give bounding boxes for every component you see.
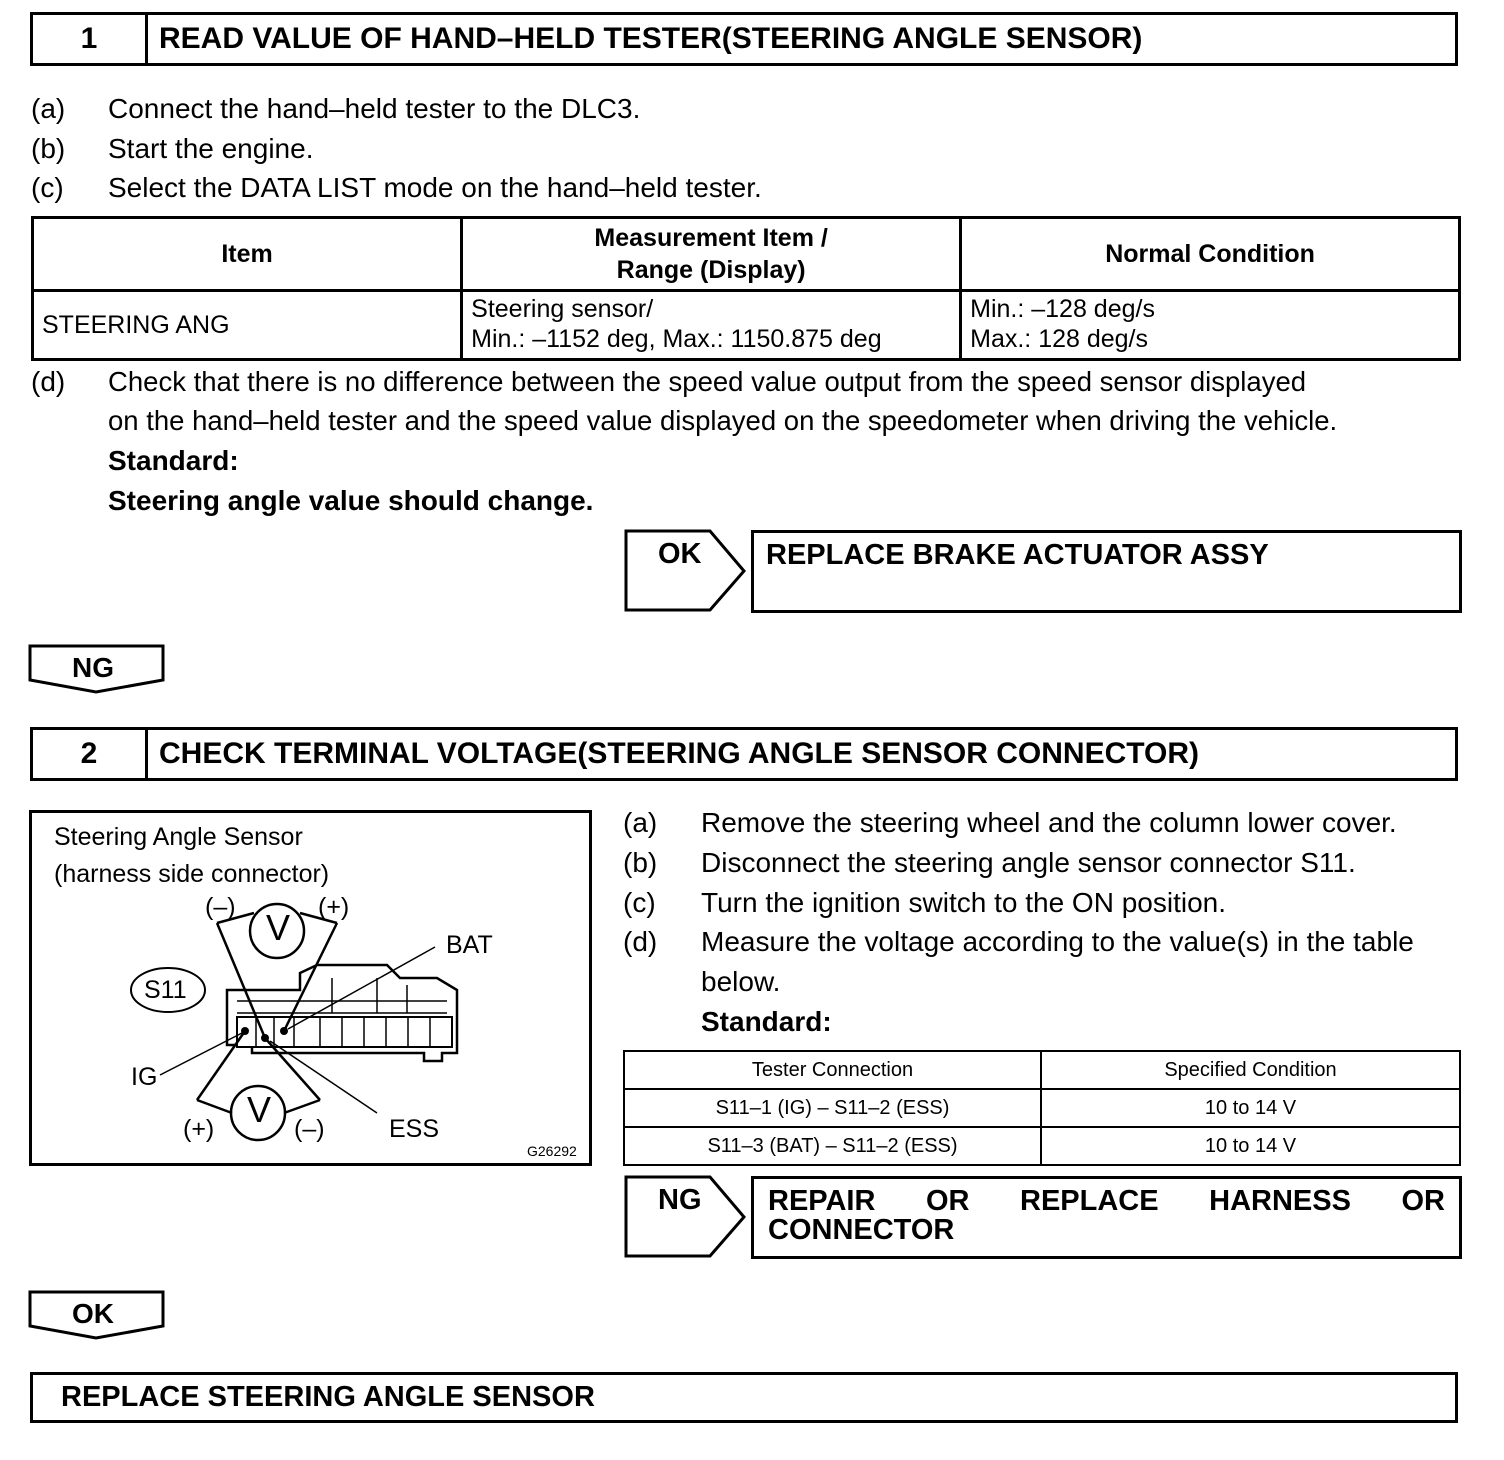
ok-label: OK bbox=[658, 538, 702, 570]
table-cell-item: STEERING ANG bbox=[33, 291, 462, 360]
table-header-item: Item bbox=[33, 218, 462, 291]
step-1-header bbox=[30, 12, 1458, 66]
table-cell-condition: 10 to 14 V bbox=[1041, 1127, 1460, 1165]
ng-result-box bbox=[751, 1176, 1462, 1259]
step-number: 2 bbox=[33, 730, 148, 778]
result-word: REPLACE bbox=[1020, 1185, 1159, 1217]
instruction-text: Remove the steering wheel and the column lower cover. bbox=[701, 807, 1397, 838]
instruction-label: (b) bbox=[31, 133, 66, 164]
bottom-minus-label: (–) bbox=[294, 1115, 325, 1143]
wiring-drawing bbox=[32, 813, 589, 1163]
table-cell-connection: S11–3 (BAT) – S11–2 (ESS) bbox=[624, 1127, 1041, 1165]
connector-id: S11 bbox=[144, 976, 187, 1004]
table-row bbox=[624, 1127, 1460, 1165]
result-word: OR bbox=[925, 1185, 970, 1217]
ng-label: NG bbox=[658, 1184, 702, 1216]
instruction-label: (d) bbox=[31, 366, 66, 397]
instruction-label: (d) bbox=[623, 926, 658, 957]
top-minus-label: (–) bbox=[205, 893, 236, 921]
instruction-text-cont: below. bbox=[701, 966, 781, 997]
instruction-text: Disconnect the steering angle sensor connector S11. bbox=[701, 847, 1356, 878]
instruction-text: Connect the hand–held tester to the DLC3. bbox=[108, 93, 641, 124]
ng-label: NG bbox=[72, 652, 114, 683]
ig-label: IG bbox=[131, 1063, 158, 1091]
top-plus-label: (+) bbox=[318, 893, 350, 921]
result-word: REPAIR bbox=[768, 1185, 876, 1217]
header-line: Range (Display) bbox=[616, 256, 806, 284]
instruction-text: Measure the voltage according to the value(s) in the table bbox=[701, 926, 1414, 957]
table-header-measurement bbox=[462, 218, 961, 291]
result-word: OR bbox=[1401, 1185, 1445, 1217]
instruction-label: (a) bbox=[31, 93, 66, 124]
table-cell-range bbox=[462, 291, 961, 360]
header-line: Measurement Item / bbox=[594, 224, 828, 252]
diagram-title-2: (harness side connector) bbox=[54, 860, 330, 888]
standard-value: Steering angle value should change. bbox=[108, 485, 594, 516]
step-title: READ VALUE OF HAND–HELD TESTER(STEERING ANGLE SENSOR) bbox=[159, 22, 1143, 55]
cell-line: Max.: 128 deg/s bbox=[970, 325, 1149, 353]
final-action-text: REPLACE STEERING ANGLE SENSOR bbox=[61, 1381, 595, 1413]
bottom-plus-label: (+) bbox=[183, 1115, 215, 1143]
bat-label: BAT bbox=[446, 931, 493, 959]
connector-diagram bbox=[29, 810, 592, 1166]
check-line-2: on the hand–held tester and the speed value displayed on the speedometer when driving the vehicle. bbox=[108, 405, 1338, 436]
table-cell-condition: 10 to 14 V bbox=[1041, 1089, 1460, 1127]
table-cell-connection: S11–1 (IG) – S11–2 (ESS) bbox=[624, 1089, 1041, 1127]
table-header-connection: Tester Connection bbox=[624, 1051, 1041, 1089]
result-word: HARNESS bbox=[1209, 1185, 1351, 1217]
figure-code: G26292 bbox=[527, 1143, 577, 1159]
instruction-label: (b) bbox=[623, 847, 658, 878]
table-cell-condition bbox=[961, 291, 1460, 360]
ok-label: OK bbox=[72, 1298, 114, 1329]
step-2-header bbox=[30, 727, 1458, 781]
instruction-label: (c) bbox=[31, 172, 64, 203]
cell-line: Steering sensor/ bbox=[471, 295, 654, 323]
final-action-box bbox=[30, 1372, 1458, 1423]
table-header-condition: Specified Condition bbox=[1041, 1051, 1460, 1089]
voltmeter-top-symbol: V bbox=[266, 907, 291, 948]
data-list-table bbox=[31, 216, 1461, 361]
step-title: CHECK TERMINAL VOLTAGE(STEERING ANGLE SENSOR CONNECTOR) bbox=[159, 737, 1200, 770]
instruction-label: (c) bbox=[623, 887, 656, 918]
table-row bbox=[624, 1089, 1460, 1127]
diagram-title-1: Steering Angle Sensor bbox=[54, 823, 303, 851]
instruction-label: (a) bbox=[623, 807, 658, 838]
instruction-text: Turn the ignition switch to the ON position. bbox=[701, 887, 1226, 918]
instruction-text: Start the engine. bbox=[108, 133, 314, 164]
step-number: 1 bbox=[33, 15, 148, 63]
cell-line: Min.: –1152 deg, Max.: 1150.875 deg bbox=[471, 325, 882, 353]
ng-result-line-2: CONNECTOR bbox=[768, 1214, 955, 1246]
instruction-text: Select the DATA LIST mode on the hand–held tester. bbox=[108, 172, 762, 203]
standard-label: Standard: bbox=[108, 445, 239, 476]
check-line-1: Check that there is no difference between the speed value output from the speed sensor displayed bbox=[108, 366, 1307, 397]
voltage-spec-table bbox=[623, 1050, 1461, 1166]
ok-result-box: REPLACE BRAKE ACTUATOR ASSY bbox=[751, 530, 1462, 613]
cell-line: Min.: –128 deg/s bbox=[970, 295, 1155, 323]
voltmeter-bottom-symbol: V bbox=[247, 1089, 272, 1130]
table-row bbox=[33, 291, 1460, 360]
table-header-condition: Normal Condition bbox=[961, 218, 1460, 291]
standard-label: Standard: bbox=[701, 1006, 832, 1037]
ess-label: ESS bbox=[389, 1115, 440, 1143]
